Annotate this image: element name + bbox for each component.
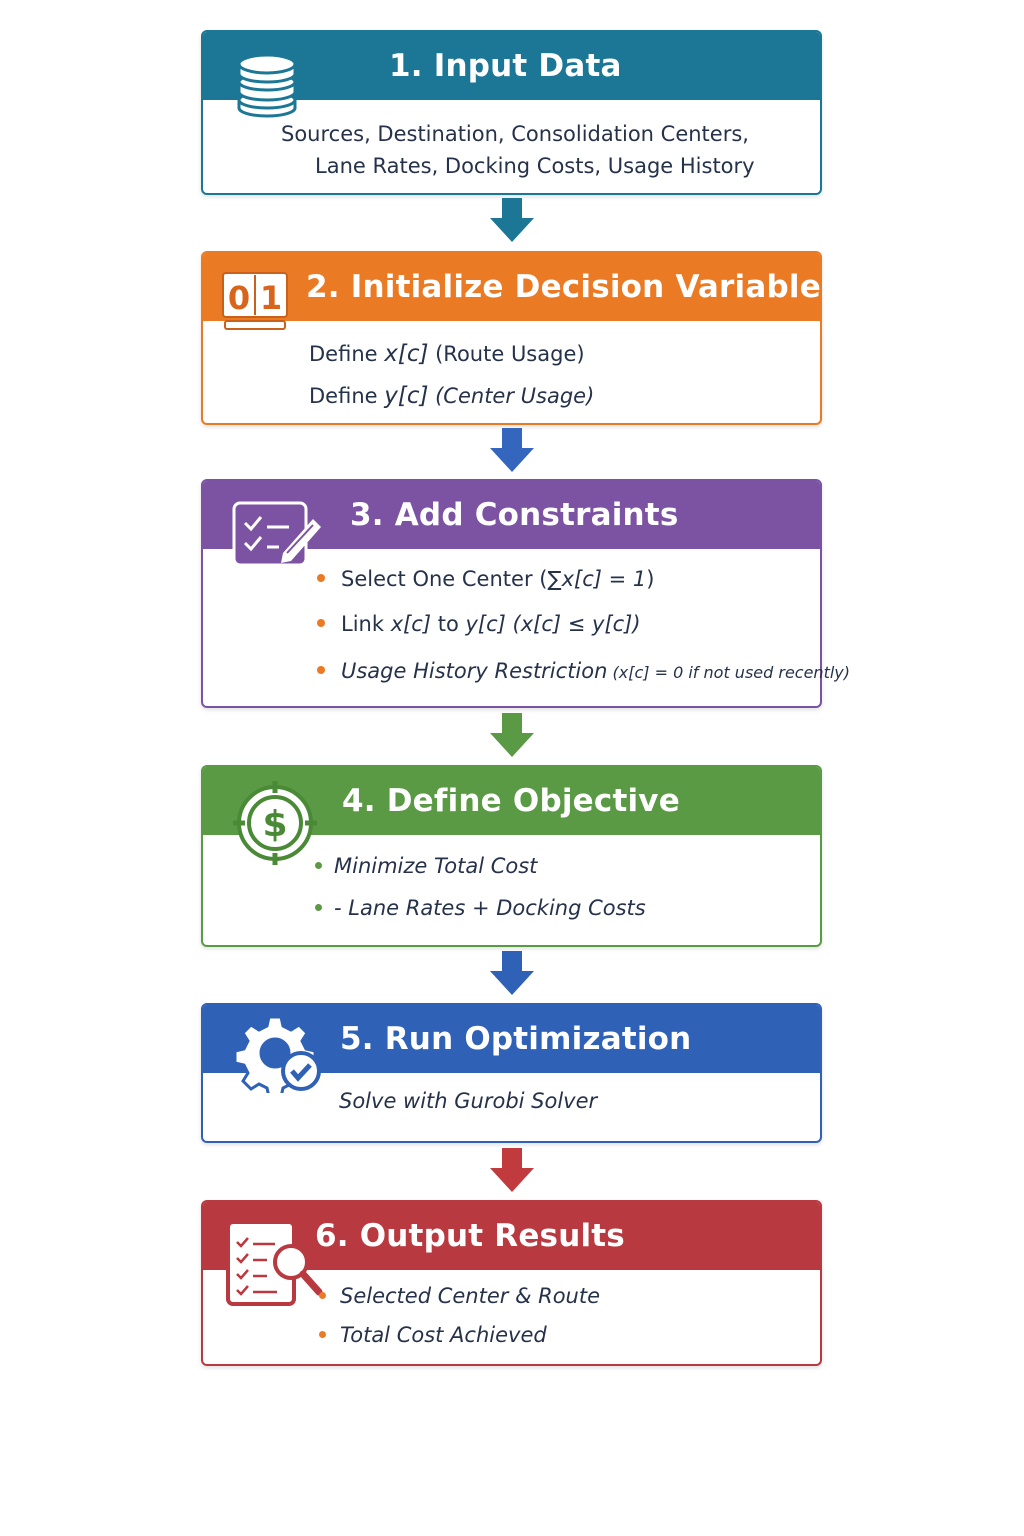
- step-define-objective: [201, 765, 822, 947]
- constraint-item: [317, 612, 641, 636]
- bullet-dot: [315, 862, 322, 869]
- down-arrow-icon: [489, 1148, 535, 1194]
- text-part: to: [431, 612, 466, 636]
- svg-text:0: 0: [227, 279, 251, 317]
- step-title: 3. Add Constraints: [350, 497, 679, 533]
- step-title: 5. Run Optimization: [340, 1021, 692, 1057]
- note: (x[c] = 0 if not used recently): [607, 663, 850, 682]
- text-part: Selected Center & Route: [340, 1284, 601, 1308]
- step-title: 4. Define Objective: [342, 783, 680, 819]
- result-item: [319, 1323, 547, 1347]
- step-text: [309, 341, 585, 367]
- step-input-data: [201, 30, 822, 195]
- checklist-pencil-icon: [231, 497, 327, 577]
- down-arrow-icon: [489, 198, 535, 244]
- step-text: Solve with Gurobi Solver: [339, 1089, 598, 1113]
- down-arrow-icon: [489, 713, 535, 759]
- gear-check-icon: [235, 1013, 327, 1097]
- variable: y[c]: [465, 612, 506, 636]
- step-text: Sources, Destination, Consolidation Centers,: [281, 122, 749, 146]
- step-initialize-variables: [201, 251, 840, 425]
- text-part: Link: [341, 612, 391, 636]
- down-arrow-icon: [489, 428, 535, 474]
- text-part: Usage History Restriction: [341, 659, 608, 683]
- step-title: 1. Input Data: [389, 48, 622, 84]
- down-arrow-icon: [489, 951, 535, 997]
- variable: y[c]: [384, 383, 429, 409]
- constraint-item: [317, 567, 654, 591]
- step-title: 6. Output Results: [315, 1218, 625, 1254]
- step-text: [309, 383, 594, 409]
- bullet-dot: [319, 1331, 326, 1338]
- bullet-dot: [315, 904, 322, 911]
- objective-item: [315, 854, 537, 878]
- svg-text:1: 1: [259, 279, 283, 317]
- variable: x[c]: [384, 341, 429, 367]
- step-run-optimization: [201, 1003, 822, 1143]
- bullet-dot: [319, 1292, 326, 1299]
- step-text-part: Lane Rates, Docking Costs, Usage History: [315, 154, 755, 178]
- constraint-item: [317, 659, 850, 683]
- step-text: [315, 154, 755, 178]
- bullet-dot: [317, 619, 325, 627]
- text-part: (Center Usage): [428, 384, 595, 408]
- variable: x[c]: [390, 612, 432, 636]
- text-part: Define: [309, 342, 385, 366]
- step-title: 2. Initialize Decision Variables: [306, 269, 840, 305]
- result-item: [319, 1284, 600, 1308]
- text-part: ): [646, 567, 655, 591]
- svg-text:$: $: [262, 804, 288, 845]
- text-part: - Lane Rates + Docking Costs: [334, 896, 646, 920]
- binary-01-icon: [221, 271, 291, 335]
- text-part: Define: [309, 384, 385, 408]
- text-part: (Route Usage): [428, 342, 585, 366]
- database-icon: [235, 50, 299, 122]
- formula: (x[c] ≤ y[c]): [505, 612, 641, 636]
- text-part: Total Cost Achieved: [340, 1323, 547, 1347]
- objective-item: [315, 896, 646, 920]
- bullet-dot: [317, 574, 325, 582]
- bullet-dot: [317, 666, 325, 674]
- formula: ∑x[c] = 1: [547, 567, 647, 591]
- report-magnifier-icon: [225, 1216, 325, 1312]
- text-part: Minimize Total Cost: [334, 854, 538, 878]
- dollar-target-icon: [231, 779, 319, 871]
- step-output-results: [201, 1200, 822, 1366]
- step-add-constraints: [201, 479, 850, 708]
- text-part: Select One Center (: [341, 567, 548, 591]
